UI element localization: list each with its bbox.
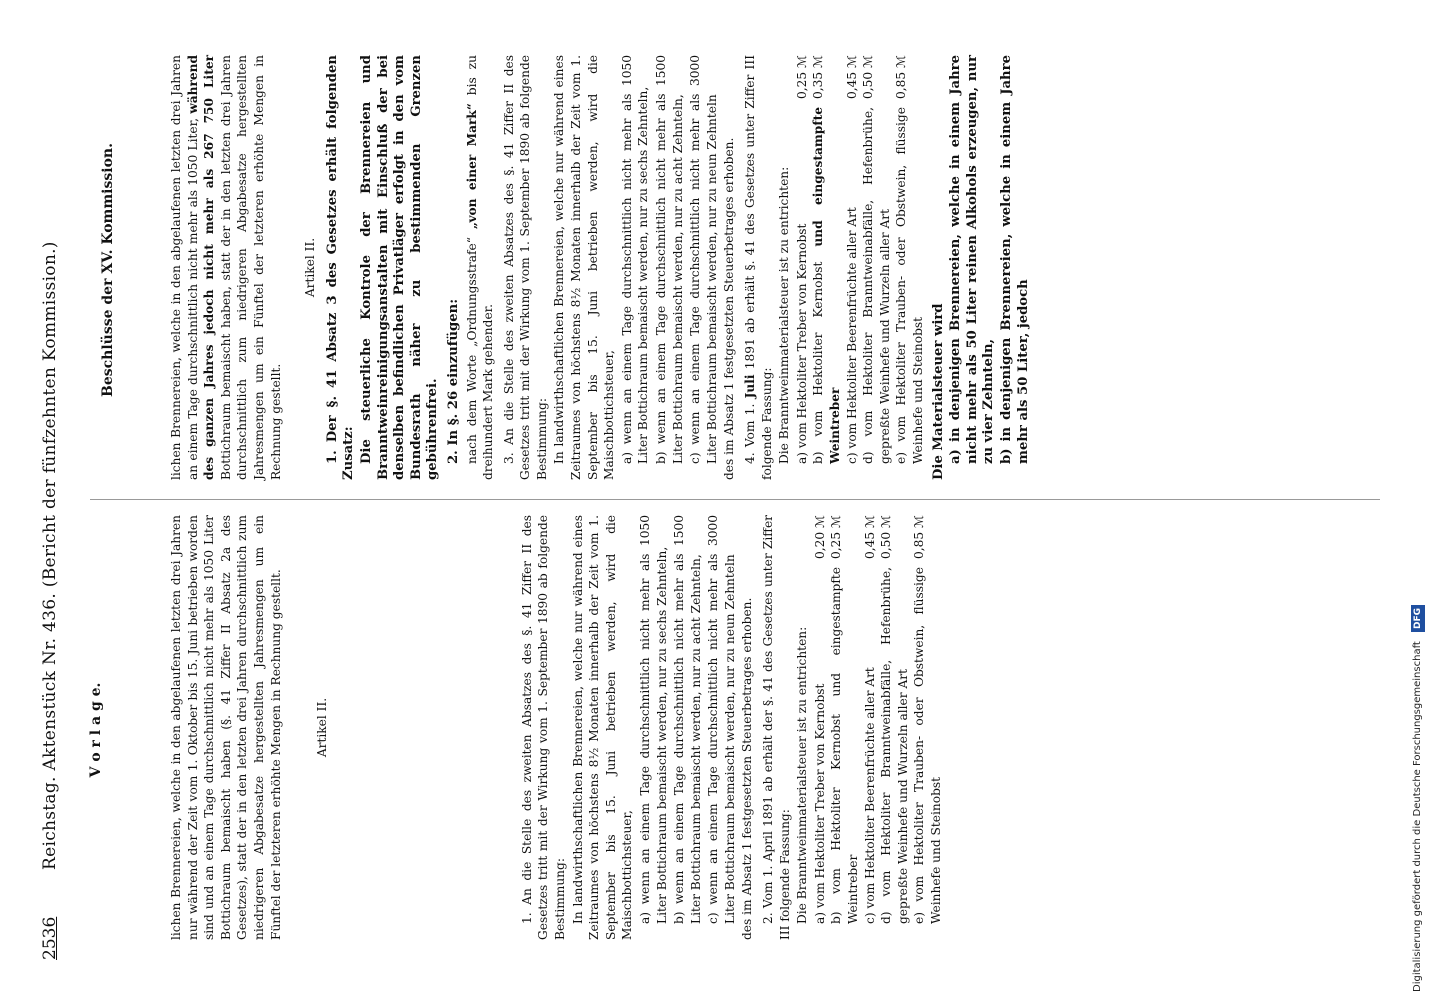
- digitization-credit-strip: [1405, 6, 1431, 996]
- right-rate-value: 0,25 ℳ: [794, 55, 809, 100]
- left-item-1-c: c) wenn an einem Tage durchschnittlich nicht mehr als 3000 Liter Bottichraum bemaischt werden, nur zu neun Zehnteln: [706, 515, 737, 924]
- right-intro-start: lichen Brennereien, welche in den abgelaufenen letzten drei Jahren an einem Tage durchschnittlich nicht mehr als 1050 Liter,: [169, 55, 200, 480]
- left-rate-value: 0,25 ℳ: [829, 515, 844, 560]
- right-item-2-text: [464, 55, 497, 480]
- right-closing-head: Die Materialsteuer wird: [930, 303, 946, 480]
- right-item-3-tail: des im Absatz 1 festgesetzten Steuerbetrages erhoben.: [722, 137, 737, 480]
- left-rate-value: 0,20 ℳ: [812, 515, 827, 560]
- right-item-4-intro: [742, 55, 775, 480]
- left-rate-label: a) vom Hektoliter Treber von Kernobst: [812, 683, 827, 924]
- right-rate-value: 0,50 ℳ: [861, 55, 876, 100]
- left-article-label: Artikel II.: [315, 697, 330, 758]
- right-rate-row: [893, 55, 926, 480]
- right-rate-value: 0,45 ℳ: [844, 55, 859, 100]
- right-item-2-text-a: nach dem Worte „Ordnungsstrafe“: [464, 237, 479, 464]
- right-article-label: Artikel II.: [303, 237, 318, 298]
- left-item-2-intro: 2. Vom 1. April 1891 ab erhält der §. 41 des Gesetzes unter Ziffer III folgende Fassung:: [761, 515, 792, 940]
- left-rate-value: 0,85 ℳ: [912, 515, 927, 560]
- left-rate-label: c) vom Hektoliter Beerenfrüchte aller Art: [862, 667, 877, 924]
- left-item-1-intro: 1. An die Stelle des zweiten Absatzes des §. 41 Ziffer II des Gesetzes tritt mit der Wirkung vom 1. September 1890 ab folgende Bestimmung:: [519, 515, 567, 940]
- right-column: [168, 55, 1033, 480]
- header-title: Reichstag. Aktenstück Nr. 436. (Bericht der fünfzehnten Kommission.): [40, 241, 60, 870]
- right-item-2-head: 2. In §. 26 einzufügen:: [445, 298, 461, 464]
- right-rate-b-bold: und eingestampfte Weintreber: [811, 107, 842, 464]
- left-rate-row: [812, 515, 829, 940]
- right-intro-bold: während des ganzen Jahres jedoch nicht mehr als 267 750 Liter: [185, 54, 217, 480]
- left-rate-label: e) vom Hektoliter Trauben- oder Obstwein, flüssige Weinhefe und Steinobst: [912, 567, 943, 924]
- right-item-1-bold: Die steuerliche Kontrole der Brennereien und Branntweinreinigungsanstalten mit Einschluß der bei denselben befindlichen Privatläger erfolgt in den vom Bundesrath näher zu bestimmenden Grenzen gebührenfrei.: [358, 55, 441, 480]
- left-item-1-text: In landwirthschaftlichen Brennereien, welche nur während eines Zeitraumes von höchstens 8½ Monaten innerhalb der Zeit vom 1. September bis 15. Juni betrieben werden, wird die Maischbottichsteuer,: [570, 515, 635, 940]
- right-rate-row: [860, 55, 893, 480]
- right-intro-end: Bottichraum bemaischt haben, statt der in den letzten drei Jahren durchschnittlich zum niedrigeren Abgabesatze hergestellten Jahresmengen um ein Fünftel der letzteren erhöhte Mengen in Rechnung gestellt.: [218, 55, 283, 480]
- left-column: [168, 515, 945, 940]
- left-item-2-sub: Die Branntweinmaterialsteuer ist zu entrichten:: [795, 626, 810, 924]
- right-rate-value: 0,35 ℳ: [811, 55, 826, 100]
- right-rate-row: [794, 55, 811, 480]
- left-column-heading: V o r l a g e.: [88, 682, 104, 778]
- credit-text: Digitalisierung gefördert durch die Deutsche Forschungsgemeinschaft: [1412, 641, 1423, 992]
- left-intro: lichen Brennereien, welche in den abgelaufenen letzten drei Jahren nur während der Zeit vom 1. Oktober bis 15. Juni betrieben worden sind und an einem Tage durchschnittlich nicht mehr als 1050 Liter Bottichraum bemaischt haben (§. 41 Ziffer II Absatz 2a des Gesetzes), statt der in den letzten drei Jahren durchschnittlich zum niedrigeren Abgabesatze hergestellten Jahresmengen um ein Fünftel der letzteren erhöhte Mengen in Rechnung gestellt.: [169, 515, 283, 940]
- right-item-2-text-c: bis zu dreihundert Mark gehender.: [464, 55, 496, 480]
- dfg-logo: DFG: [1411, 605, 1425, 632]
- right-intro: [168, 55, 284, 480]
- left-item-1-b: b) wenn an einem Tage durchschnittlich nicht mehr als 1500 Liter Bottichraum bemaischt werden, nur zu acht Zehnteln,: [672, 515, 703, 924]
- left-rate-row: [878, 515, 911, 940]
- right-item-3-b: b) wenn an einem Tage durchschnittlich nicht mehr als 1500 Liter Bottichraum bemaischt werden, nur zu acht Zehnteln,: [654, 55, 685, 464]
- right-closing-b: b) in denjenigen Brennereien, welche in einem Jahre mehr als 50 Liter, jedoch: [998, 55, 1031, 464]
- right-column-heading: Beschlüsse der XV. Kommission.: [100, 143, 116, 397]
- right-rate-row: [844, 55, 861, 480]
- credit-label: [1405, 2, 1431, 996]
- right-item-3-c: c) wenn an einem Tage durchschnittlich nicht mehr als 3000 Liter Bottichraum bemaischt werden, nur zu neun Zehnteln: [688, 55, 719, 464]
- right-closing-a: a) in denjenigen Brennereien, welche in einem Jahre nicht mehr als 50 Liter reinen Alkohols erzeugen, nur zu vier Zehnteln,: [948, 55, 997, 464]
- right-item-3-a: a) wenn an einem Tage durchschnittlich nicht mehr als 1050 Liter Bottichraum bemaischt werden, nur zu sechs Zehnteln,: [619, 55, 651, 464]
- right-rate-label: e) vom Hektoliter Trauben- oder Obstwein, flüssige Weinhefe und Steinobst: [894, 107, 925, 464]
- running-header: [40, 40, 70, 960]
- left-rate-row: [828, 515, 861, 940]
- right-item-3-intro: 3. An die Stelle des zweiten Absatzes des §. 41 Ziffer II des Gesetzes tritt mit der Wirkung vom 1. September 1890 ab folgende Bestimmung:: [501, 55, 549, 480]
- right-item-1-head: 1. Der §. 41 Absatz 3 des Gesetzes erhält folgenden Zusatz:: [324, 55, 357, 480]
- right-rate-label: [810, 107, 843, 464]
- right-item-4-a: 4. Vom 1.: [743, 403, 757, 464]
- right-rate-label: d) vom Hektoliter Branntweinabfälle, Hefenbrühe, gepreßte Weinhefe und Wurzeln aller Art: [861, 107, 892, 464]
- page-number: 2536: [40, 916, 60, 960]
- right-rate-row: [810, 55, 843, 480]
- left-rate-row: [911, 515, 944, 940]
- left-rate-label: d) vom Hektoliter Branntweinabfälle, Hefenbrühe, gepreßte Weinhefe und Wurzeln aller Art: [879, 567, 910, 924]
- right-rate-label: a) vom Hektoliter Treber von Kernobst: [794, 223, 809, 464]
- right-rate-value: 0,85 ℳ: [894, 55, 909, 100]
- left-rate-value: 0,45 ℳ: [862, 515, 877, 560]
- left-rate-row: [862, 515, 879, 940]
- column-divider: [90, 499, 1380, 500]
- right-item-4-sub: Die Branntweinmaterialsteuer ist zu entrichten:: [777, 166, 792, 464]
- left-rate-value: 0,50 ℳ: [879, 515, 894, 560]
- right-rate-b-pre: b) vom Hektoliter Kernobst: [811, 261, 826, 464]
- right-item-3-text: In landwirthschaftlichen Brennereien, welche nur während eines Zeitraumes von höchstens 8½ Monaten innerhalb der Zeit vom 1. September bis 15. Juni betrieben werden, wird die Maischbottichsteuer,: [552, 55, 617, 480]
- right-item-2-text-b: „von einer Mark“: [464, 103, 479, 230]
- right-item-4-b: Juli: [743, 374, 757, 399]
- right-item-4-c: 1891 ab erhält §. 41 des Gesetzes unter Ziffer III folgende Fassung:: [743, 54, 774, 480]
- left-rate-label: b) vom Hektoliter Kernobst und eingestampfte Weintreber: [829, 567, 861, 924]
- right-rate-label: c) vom Hektoliter Beerenfrüchte aller Art: [844, 207, 859, 464]
- left-item-1-a: a) wenn an einem Tage durchschnittlich nicht mehr als 1050 Liter Bottichraum bemaischt werden, nur zu sechs Zehnteln,: [637, 515, 669, 924]
- left-item-1-tail: des im Absatz 1 festgesetzten Steuerbetrages erhoben.: [740, 597, 755, 940]
